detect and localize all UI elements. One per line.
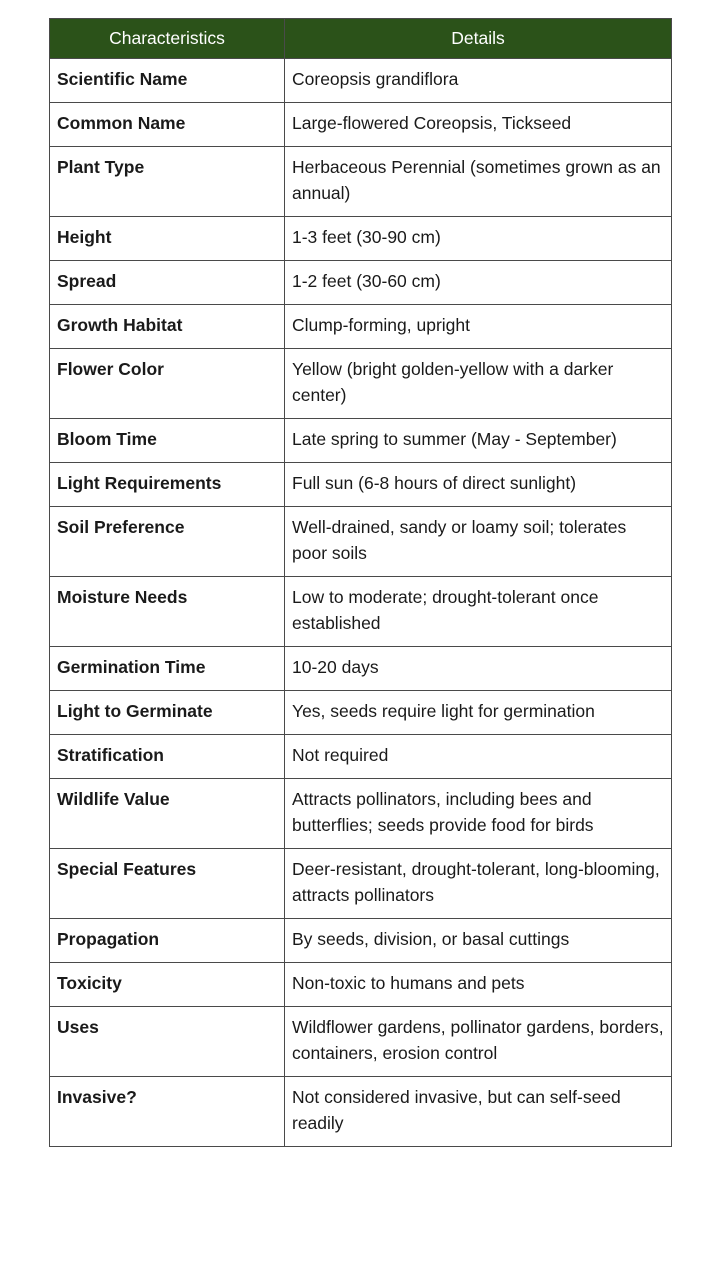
table-row xyxy=(50,1077,672,1147)
characteristic-detail: 10-20 days xyxy=(285,647,672,691)
characteristic-name: Germination Time xyxy=(50,647,285,691)
characteristic-name: Common Name xyxy=(50,103,285,147)
table-body xyxy=(50,59,672,1147)
table-row xyxy=(50,735,672,779)
table-row xyxy=(50,305,672,349)
table-row xyxy=(50,1007,672,1077)
characteristic-name: Light to Germinate xyxy=(50,691,285,735)
table-row xyxy=(50,691,672,735)
characteristic-detail: Clump-forming, upright xyxy=(285,305,672,349)
characteristic-detail: Non-toxic to humans and pets xyxy=(285,963,672,1007)
table-row xyxy=(50,507,672,577)
table-row xyxy=(50,103,672,147)
characteristic-name: Light Requirements xyxy=(50,463,285,507)
table-row xyxy=(50,919,672,963)
characteristic-name: Soil Preference xyxy=(50,507,285,577)
table-header-row xyxy=(50,19,672,59)
characteristic-name: Propagation xyxy=(50,919,285,963)
characteristic-detail: Not considered invasive, but can self-seed readily xyxy=(285,1077,672,1147)
table-row xyxy=(50,261,672,305)
table-header xyxy=(50,19,672,59)
characteristic-detail: Attracts pollinators, including bees and butterflies; seeds provide food for birds xyxy=(285,779,672,849)
table-row xyxy=(50,577,672,647)
characteristic-detail: Large-flowered Coreopsis, Tickseed xyxy=(285,103,672,147)
characteristic-name: Bloom Time xyxy=(50,419,285,463)
table-row xyxy=(50,147,672,217)
table-row xyxy=(50,419,672,463)
characteristic-detail: 1-3 feet (30-90 cm) xyxy=(285,217,672,261)
table-row xyxy=(50,849,672,919)
characteristic-detail: Not required xyxy=(285,735,672,779)
column-header-details: Details xyxy=(285,19,672,59)
characteristic-name: Plant Type xyxy=(50,147,285,217)
characteristic-detail: Deer-resistant, drought-tolerant, long-blooming, attracts pollinators xyxy=(285,849,672,919)
table-row xyxy=(50,963,672,1007)
characteristic-name: Special Features xyxy=(50,849,285,919)
plant-characteristics-table-container xyxy=(49,18,671,1147)
table-row xyxy=(50,647,672,691)
table-row xyxy=(50,59,672,103)
characteristic-name: Spread xyxy=(50,261,285,305)
characteristic-name: Height xyxy=(50,217,285,261)
characteristic-detail: 1-2 feet (30-60 cm) xyxy=(285,261,672,305)
column-header-characteristics: Characteristics xyxy=(50,19,285,59)
characteristic-detail: Late spring to summer (May - September) xyxy=(285,419,672,463)
characteristic-name: Scientific Name xyxy=(50,59,285,103)
table-row xyxy=(50,463,672,507)
characteristic-detail: Full sun (6-8 hours of direct sunlight) xyxy=(285,463,672,507)
characteristic-detail: Coreopsis grandiflora xyxy=(285,59,672,103)
characteristic-detail: Wildflower gardens, pollinator gardens, borders, containers, erosion control xyxy=(285,1007,672,1077)
characteristic-name: Wildlife Value xyxy=(50,779,285,849)
characteristic-detail: By seeds, division, or basal cuttings xyxy=(285,919,672,963)
characteristic-name: Uses xyxy=(50,1007,285,1077)
characteristic-name: Growth Habitat xyxy=(50,305,285,349)
table-row xyxy=(50,779,672,849)
characteristic-name: Toxicity xyxy=(50,963,285,1007)
characteristic-detail: Well-drained, sandy or loamy soil; tolerates poor soils xyxy=(285,507,672,577)
characteristic-name: Flower Color xyxy=(50,349,285,419)
characteristic-name: Moisture Needs xyxy=(50,577,285,647)
characteristic-name: Stratification xyxy=(50,735,285,779)
characteristic-name: Invasive? xyxy=(50,1077,285,1147)
plant-characteristics-table xyxy=(49,18,672,1147)
characteristic-detail: Herbaceous Perennial (sometimes grown as an annual) xyxy=(285,147,672,217)
table-row xyxy=(50,217,672,261)
table-row xyxy=(50,349,672,419)
characteristic-detail: Low to moderate; drought-tolerant once established xyxy=(285,577,672,647)
characteristic-detail: Yellow (bright golden-yellow with a darker center) xyxy=(285,349,672,419)
characteristic-detail: Yes, seeds require light for germination xyxy=(285,691,672,735)
